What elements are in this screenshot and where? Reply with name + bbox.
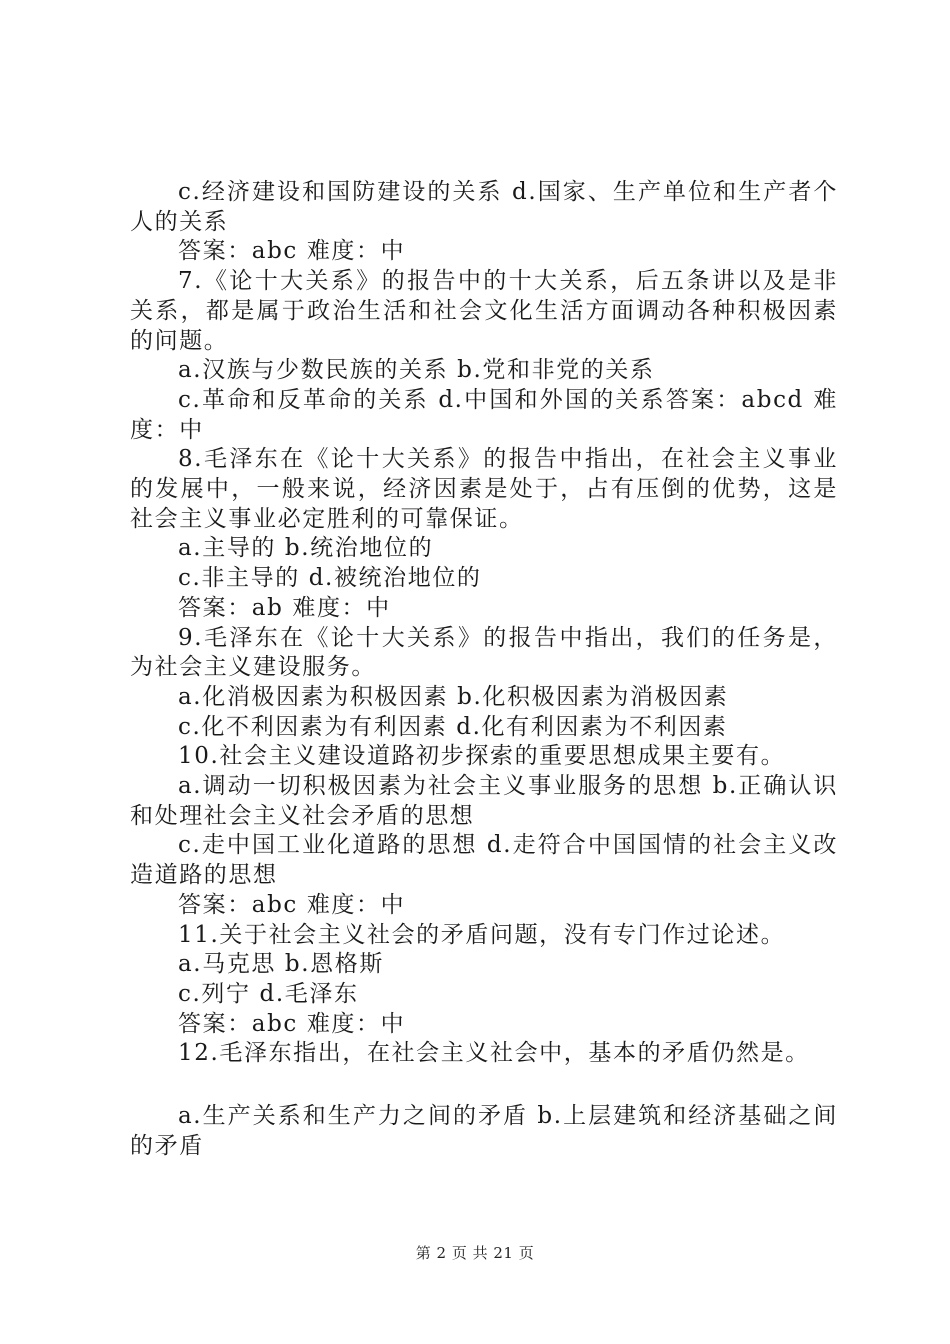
question-11-answer: 答案：abc 难度：中 xyxy=(178,1010,406,1037)
question-9-option-ab: a.化消极因素为积极因素 b.化积极因素为消极因素 xyxy=(178,683,729,710)
question-8-answer: 答案：ab 难度：中 xyxy=(178,594,391,621)
question-8-option-ab: a.主导的 b.统治地位的 xyxy=(178,535,434,562)
question-12-option-ab: a.生产关系和生产力之间的矛盾 b.上层建筑和经济基础之间的矛盾 xyxy=(130,1103,838,1159)
question-10-text: 10.社会主义建设道路初步探索的重要思想成果主要有。 xyxy=(178,743,786,770)
question-8-option-cd: c.非主导的 d.被统治地位的 xyxy=(178,565,482,592)
question-10-answer: 答案：abc 难度：中 xyxy=(178,891,406,918)
paragraph-6-option-cd: c.经济建设和国防建设的关系 d.国家、生产单位和生产者个人的关系 xyxy=(130,179,838,235)
question-9-text: 9.毛泽东在《论十大关系》的报告中指出，我们的任务是，为社会主义建设服务。 xyxy=(130,624,838,681)
page-number-footer: 第 2 页 共 21 页 xyxy=(415,1244,535,1262)
question-11-option-ab: a.马克思 b.恩格斯 xyxy=(178,951,384,978)
question-10-option-cd: c.走中国工业化道路的思想 d.走符合中国国情的社会主义改造道路的思想 xyxy=(130,832,838,889)
question-7-option-cd-answer: c.革命和反革命的关系 d.中国和外国的关系答案：abcd 难度：中 xyxy=(130,386,838,443)
question-11-option-cd: c.列宁 d.毛泽东 xyxy=(178,980,359,1007)
question-8-text: 8.毛泽东在《论十大关系》的报告中指出，在社会主义事业的发展中，一般来说，经济因素是处于，占有压倒的优势，这是社会主义事业必定胜利的可靠保证。 xyxy=(130,446,838,532)
question-12-text: 12.毛泽东指出，在社会主义社会中，基本的矛盾仍然是。 xyxy=(178,1040,810,1067)
document-body xyxy=(130,178,838,1162)
question-7-text: 7.《论十大关系》的报告中的十大关系，后五条讲以及是非关系，都是属于政治生活和社会文化生活方面调动各种积极因素的问题。 xyxy=(130,268,838,354)
paragraph-6-answer: 答案：abc 难度：中 xyxy=(178,238,406,265)
question-7-option-ab: a.汉族与少数民族的关系 b.党和非党的关系 xyxy=(178,357,655,384)
question-11-text: 11.关于社会主义社会的矛盾问题，没有专门作过论述。 xyxy=(178,921,786,948)
question-10-option-ab: a.调动一切积极因素为社会主义事业服务的思想 b.正确认识和处理社会主义社会矛盾的思想 xyxy=(130,773,838,829)
question-9-option-cd: c.化不利因素为有利因素 d.化有利因素为不利因素 xyxy=(178,713,728,740)
